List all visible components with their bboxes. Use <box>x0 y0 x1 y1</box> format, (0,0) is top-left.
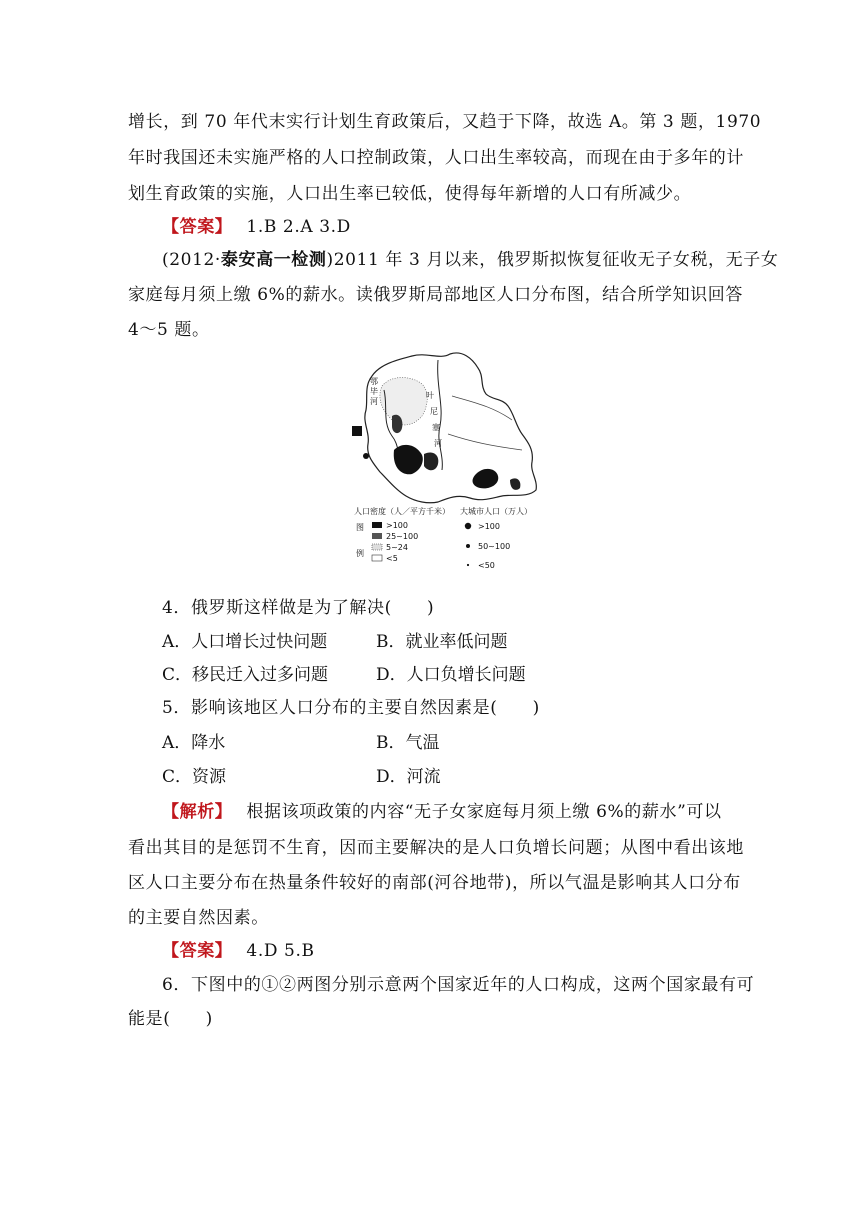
q4-option-d: D．人口负增长问题 <box>376 665 526 685</box>
intro-rest: )2011 年 3 月以来，俄罗斯拟恢复征收无子女税，无子女 <box>326 250 779 270</box>
paragraph-line: 划生育政策的实施，人口出生率已较低，使得每年新增的人口有所减少。 <box>128 184 692 204</box>
legend-label: 5~24 <box>386 543 408 552</box>
q5-option-b: B．气温 <box>376 733 440 753</box>
legend-label: <5 <box>386 554 398 563</box>
q5-option-c: C．资源 <box>162 767 227 787</box>
q5-option-a: A．降水 <box>162 733 226 753</box>
q4-option-a: A．人口增长过快问题 <box>162 632 328 652</box>
legend-swatch-5-24 <box>372 544 382 550</box>
density-area-over-100 <box>473 469 499 488</box>
map-marker <box>352 426 362 436</box>
q4-option-c: C．移民迁入过多问题 <box>162 665 329 685</box>
q4-option-b: B．就业率低问题 <box>376 632 508 652</box>
river-label: 河 <box>434 439 442 448</box>
city-marker <box>363 453 369 459</box>
density-area-over-100 <box>394 445 423 474</box>
legend-city-medium <box>466 544 470 548</box>
density-area-25-100 <box>424 452 438 470</box>
question-5-stem: 5．影响该地区人口分布的主要自然因素是( ) <box>162 698 540 718</box>
population-map <box>352 346 544 576</box>
yenisei-river <box>438 360 443 470</box>
intro-source: 泰安高一检测 <box>220 250 327 270</box>
density-area-25-100 <box>510 478 520 490</box>
analysis-tag: 【解析】 <box>162 802 233 822</box>
legend-label: 50~100 <box>478 542 511 551</box>
question-4-stem: 4．俄罗斯这样做是为了解决( ) <box>162 598 435 618</box>
river-label: 鄂 <box>370 377 378 386</box>
river-label: 毕 <box>370 387 378 396</box>
paragraph-line: 年时我国还未实施严格的人口控制政策，人口出生率较高，而现在由于多年的计 <box>128 148 744 168</box>
intro-prefix: (2012· <box>162 250 221 270</box>
legend-swatch-over-100 <box>372 522 382 528</box>
river-label: 河 <box>370 397 378 406</box>
question-6-line: 能是( ) <box>128 1009 213 1029</box>
paragraph-line: 增长，到 70 年代末实行计划生育政策后，又趋于下降，故选 A。第 3 题，1970 <box>128 112 762 132</box>
answer-text: 1.B 2.A 3.D <box>246 217 351 237</box>
question-6-line: 6．下图中的①②两图分别示意两个国家近年的人口构成，这两个国家最有可 <box>162 975 755 995</box>
legend-label: >100 <box>478 522 500 531</box>
legend-swatch-25-100 <box>372 533 382 539</box>
analysis-line <box>162 800 782 824</box>
river-label: 尼 <box>430 407 438 416</box>
river-label: 叶 <box>426 391 434 400</box>
intro-line: 4～5 题。 <box>128 320 210 340</box>
legend-label: <50 <box>478 561 495 570</box>
legend-title-density: 人口密度（人／平方千米） <box>354 507 450 516</box>
legend-city-large <box>465 523 471 529</box>
legend-swatch-under-5 <box>372 555 382 561</box>
population-map-figure <box>352 346 544 576</box>
legend-side-label: 图 <box>356 523 364 532</box>
analysis-text: 根据该项政策的内容“无子女家庭每月须上缴 6%的薪水”可以 <box>246 802 722 822</box>
answer-line-2 <box>162 939 782 963</box>
answer-text: 4.D 5.B <box>246 941 315 961</box>
legend-label: >100 <box>386 521 408 530</box>
legend-side-label: 例 <box>356 549 364 558</box>
analysis-line: 的主要自然因素。 <box>128 908 269 928</box>
q5-option-d: D．河流 <box>376 767 441 787</box>
answer-line-1 <box>162 215 782 239</box>
river-label: 塞 <box>432 423 440 432</box>
intro-line: 家庭每月须上缴 6%的薪水。读俄罗斯局部地区人口分布图，结合所学知识回答 <box>128 285 743 305</box>
analysis-line: 看出其目的是惩罚不生育，因而主要解决的是人口负增长问题；从图中看出该地 <box>128 838 744 858</box>
intro-line <box>162 248 782 272</box>
river-line <box>448 434 522 450</box>
legend-title-city: 大城市人口（万人） <box>460 507 532 516</box>
density-area-5-24 <box>380 378 427 425</box>
legend-city-small <box>467 564 469 566</box>
answer-tag: 【答案】 <box>162 941 233 961</box>
legend-label: 25~100 <box>386 532 419 541</box>
river-line <box>452 396 512 420</box>
answer-tag: 【答案】 <box>162 217 233 237</box>
analysis-line: 区人口主要分布在热量条件较好的南部(河谷地带)，所以气温是影响其人口分布 <box>128 873 741 893</box>
